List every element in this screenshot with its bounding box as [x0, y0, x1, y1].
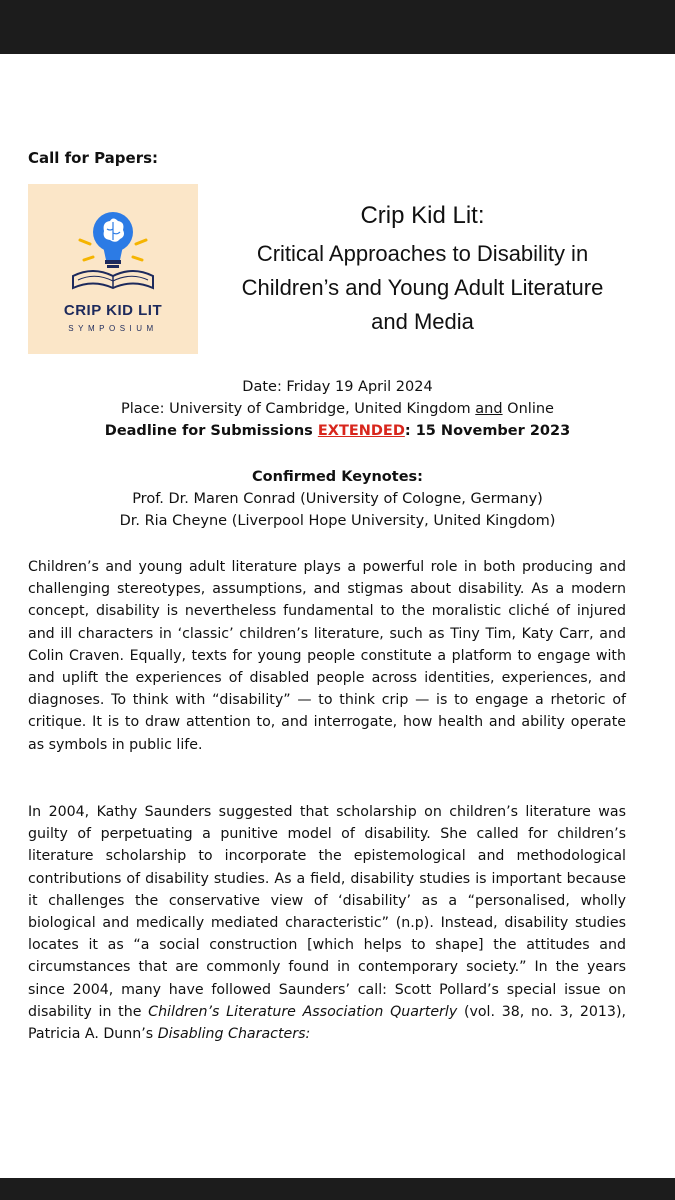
event-place — [28, 398, 647, 420]
logo-subtitle: SYMPOSIUM — [68, 324, 158, 333]
paragraph-1-text: Children’s and young adult literature plays a powerful role in both producing and challenging stereotypes, assumptions, and stigmas about disability. As a modern concept, disability is nevertheless fundamental to the moralistic cliché of injured and ill characters in ‘classic’ children’s literature, such as Tiny Tim, Katy Carr, and Colin Craven. Equally, texts for young people constitute a platform to engage with and uplift the experiences of disabled people across identities, experiences, and diagnoses. To think with “disability” — to think crip — is to engage a rhetoric of critique. It is to draw attention to, and interrogate, how health and ability operate as symbols in public life. — [28, 559, 626, 753]
event-date: Date: Friday 19 April 2024 — [242, 379, 433, 395]
keynotes — [28, 466, 647, 532]
paragraph-2 — [28, 801, 626, 1045]
title-main: Crip Kid Lit: — [360, 202, 485, 229]
place-online: Online — [502, 401, 554, 417]
title-line-3: and Media — [371, 309, 474, 334]
deadline-label: Deadline for Submissions — [104, 423, 318, 439]
paragraph-2-part-b: (vol. 38, no. 3, 2013), Patricia A. Dunn’s — [28, 1003, 627, 1043]
top-bar — [0, 0, 675, 54]
journal-title: Children’s Literature Association Quarterly — [148, 1003, 458, 1020]
title-line-1: Critical Approaches to Disability in — [256, 241, 589, 266]
bottom-bar — [0, 1178, 675, 1200]
paragraph-2-part-a: In 2004, Kathy Saunders suggested that scholarship on children’s literature was guilty of perpetuating a punitive model of disability. She called for children’s literature scholarship to incorporate the epistemological and methodological contributions of disability studies. As a field, disability studies is important because it challenges the conservative view of ‘disability’ as a “personalised, wholly biological and medically mediated characteristic” (n.p). Instead, disability studies locates it as “a social construction [which helps to shape] the attitudes and circumstances that are commonly found in contemporary society.” In the years since 2004, many have followed Saunders’ call: Scott Pollard’s special issue on disability in the — [28, 804, 626, 1020]
paragraph-1 — [28, 556, 626, 756]
deadline-date: : 15 November 2023 — [404, 423, 571, 439]
paragraph-2-text — [28, 801, 626, 1045]
deadline — [28, 420, 647, 442]
extended-badge: EXTENDED — [317, 423, 405, 439]
keynotes-heading: Confirmed Keynotes: — [252, 469, 423, 485]
keynote-speaker: Dr. Ria Cheyne (Liverpool Hope University, United Kingdom) — [119, 513, 556, 529]
event-details — [28, 376, 647, 442]
crip-kid-lit-logo — [28, 184, 198, 354]
event-title — [200, 199, 645, 339]
logo-title: CRIP KID LIT — [63, 302, 163, 319]
title-line-2: Children’s and Young Adult Literature — [241, 275, 604, 300]
book-title: Disabling Characters: — [157, 1026, 311, 1043]
keynote-speaker: Prof. Dr. Maren Conrad (University of Cologne, Germany) — [132, 491, 543, 507]
place-text: Place: University of Cambridge, United Kingdom — [121, 401, 476, 417]
call-for-papers-heading: Call for Papers: — [28, 149, 159, 167]
place-and: and — [475, 401, 503, 417]
